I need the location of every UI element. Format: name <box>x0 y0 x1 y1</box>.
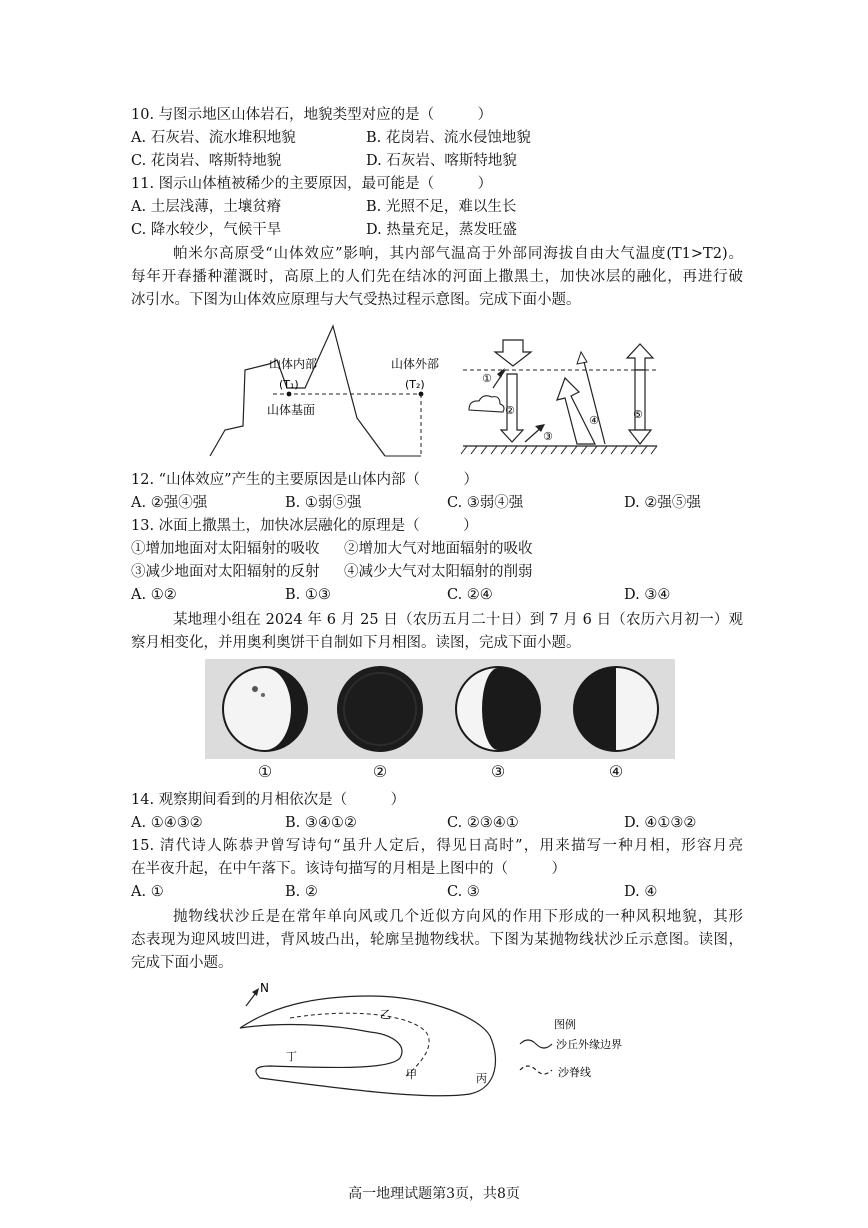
t2-label: (T₂) <box>405 378 425 391</box>
legend-title: 图例 <box>554 1018 576 1031</box>
passage1-line2: 每年开春播种灌溉时，高原上的人们先在结冰的河面上撒黑土，加快冰层的融化，再进行破 <box>131 269 743 285</box>
q15-line2: 在半夜升起，在中午落下。该诗句描写的月相是上图中的（ ） <box>131 861 566 877</box>
q13-option-b: B. ①③ <box>285 587 331 603</box>
dune-outer-boundary <box>240 996 495 1096</box>
moon-photo-1 <box>205 659 324 759</box>
q11-option-c: C. 降水较少，气候干旱 <box>131 222 282 238</box>
passage-mountain-effect <box>131 243 743 312</box>
label-1: ① <box>482 372 492 385</box>
q14-option-d: D. ④①③② <box>624 815 697 831</box>
arrow-5-up <box>627 344 653 370</box>
q13-option-a: A. ①② <box>131 587 177 603</box>
moon-photo-3 <box>438 659 557 759</box>
arrow-4-head <box>577 352 587 364</box>
q14-option-c: C. ②③④① <box>447 815 519 831</box>
label-yi: 乙 <box>380 1008 391 1021</box>
ground-hatching <box>461 446 657 454</box>
base-label: 山体基面 <box>267 403 316 417</box>
cloud-icon <box>469 396 504 412</box>
q10-option-a: A. 石灰岩、流水堆积地貌 <box>131 130 296 146</box>
q14-stem: 14. 观察期间看到的月相依次是（ ） <box>131 792 406 808</box>
north-label: N <box>260 981 269 995</box>
q12-option-d: D. ②强⑤强 <box>624 495 701 511</box>
q12-option-a: A. ②强④强 <box>131 495 208 511</box>
label-bing: 丙 <box>476 1072 487 1085</box>
label-5: ⑤ <box>633 408 643 421</box>
inside-label: 山体内部 <box>269 357 318 371</box>
label-2: ② <box>505 404 515 417</box>
parabolic-dune-diagram <box>230 978 650 1108</box>
q13-option-c: C. ②④ <box>447 587 493 603</box>
passage3-line3: 完成下面小题。 <box>131 955 233 971</box>
label-jia: 甲 <box>406 1068 417 1081</box>
q13-statement-4: ④减少大气对太阳辐射的削弱 <box>344 564 533 580</box>
solar-input-arrow <box>495 340 531 366</box>
arrow-5-down <box>629 430 651 444</box>
label-3: ③ <box>543 430 553 443</box>
q13-stem: 13. 冰面上撒黑土，加快冰层融化的原理是（ ） <box>131 518 478 534</box>
t1-point <box>287 392 292 397</box>
q14-option-b: B. ③④①② <box>285 815 357 831</box>
passage2-line2: 察月相变化，并用奥利奥饼干自制如下月相图。读图，完成下面小题。 <box>131 635 581 651</box>
q12-option-b: B. ①弱⑤强 <box>285 495 362 511</box>
q11-stem: 11. 图示山体植被稀少的主要原因，最可能是（ ） <box>131 176 493 192</box>
q15-line1 <box>131 836 743 856</box>
q10-option-b: B. 花岗岩、流水侵蚀地貌 <box>366 130 531 146</box>
arrow-4 <box>557 378 595 444</box>
legend-outer-symbol <box>520 1040 552 1048</box>
arrow-5-body <box>635 370 645 430</box>
mountain-effect-diagram <box>205 318 665 460</box>
passage2-line1: 某地理小组在 2024 年 6 月 25 日（农历五月二十日）到 7 月 6 日（农历六月初一）观 <box>173 612 743 628</box>
label-ding: 丁 <box>286 1050 297 1063</box>
q15-line1-text: 15. 清代诗人陈恭尹曾写诗句“虽升人定后，得见日高时”，用来描写一种月相，形容月亮 <box>131 838 743 854</box>
q15-option-d: D. ④ <box>624 884 658 900</box>
passage3-line2: 态表现为迎风坡凹进，背风坡凸出，轮廓呈抛物线状。下图为某抛物线状沙丘示意图。读图， <box>131 932 743 948</box>
passage-parabolic-dune <box>131 906 743 975</box>
moon-photo-2 <box>320 659 439 759</box>
label-4: ④ <box>589 414 599 427</box>
q11-option-d: D. 热量充足，蒸发旺盛 <box>366 222 517 238</box>
outside-label: 山体外部 <box>391 357 440 371</box>
q15-option-a: A. ① <box>131 884 164 900</box>
q13-statement-3: ③减少地面对太阳辐射的反射 <box>131 564 320 580</box>
q15-option-b: B. ② <box>285 884 318 900</box>
photo-label-1: ① <box>257 762 273 781</box>
q13-statement-1: ①增加地面对太阳辐射的吸收 <box>131 541 320 557</box>
moon-photo-4 <box>556 659 675 759</box>
t1-label: (T₁) <box>279 378 299 391</box>
q11-option-a: A. 土层浅薄，土壤贫瘠 <box>131 199 282 215</box>
passage1-line1: 帕米尔高原受“山体效应”影响，其内部气温高于外部同海拔自由大气温度(T1>T2)。 <box>173 246 743 262</box>
photo-label-2: ② <box>372 762 388 781</box>
photo-label-4: ④ <box>608 762 624 781</box>
legend-ridge-label: 沙脊线 <box>558 1066 591 1079</box>
north-arrow-head <box>252 988 259 996</box>
q10-option-c: C. 花岗岩、喀斯特地貌 <box>131 153 282 169</box>
page-footer: 高一地理试题第3页，共8页 <box>348 1186 520 1202</box>
q10-option-d: D. 石灰岩、喀斯特地貌 <box>366 153 517 169</box>
q10-stem: 10. 与图示地区山体岩石，地貌类型对应的是（ ） <box>131 107 493 123</box>
passage3-line1: 抛物线状沙丘是在常年单向风或几个近似方向风的作用下形成的一种风积地貌，其形 <box>173 909 743 925</box>
q12-stem: 12. “山体效应”产生的主要原因是山体内部（ ） <box>131 472 478 488</box>
passage1-line3: 冰引水。下图为山体效应原理与大气受热过程示意图。完成下面小题。 <box>131 292 581 308</box>
q13-option-d: D. ③④ <box>624 587 671 603</box>
legend-ridge-symbol <box>520 1066 552 1074</box>
mountain-outline <box>210 326 385 456</box>
legend-outer-label: 沙丘外缘边界 <box>556 1038 622 1051</box>
passage-moon-phase <box>131 609 743 655</box>
q12-option-c: C. ③弱④强 <box>447 495 524 511</box>
q11-option-b: B. 光照不足，难以生长 <box>366 199 517 215</box>
q14-option-a: A. ①④③② <box>131 815 203 831</box>
photo-label-3: ③ <box>490 762 506 781</box>
q13-statement-2: ②增加大气对地面辐射的吸收 <box>344 541 533 557</box>
q15-option-c: C. ③ <box>447 884 480 900</box>
